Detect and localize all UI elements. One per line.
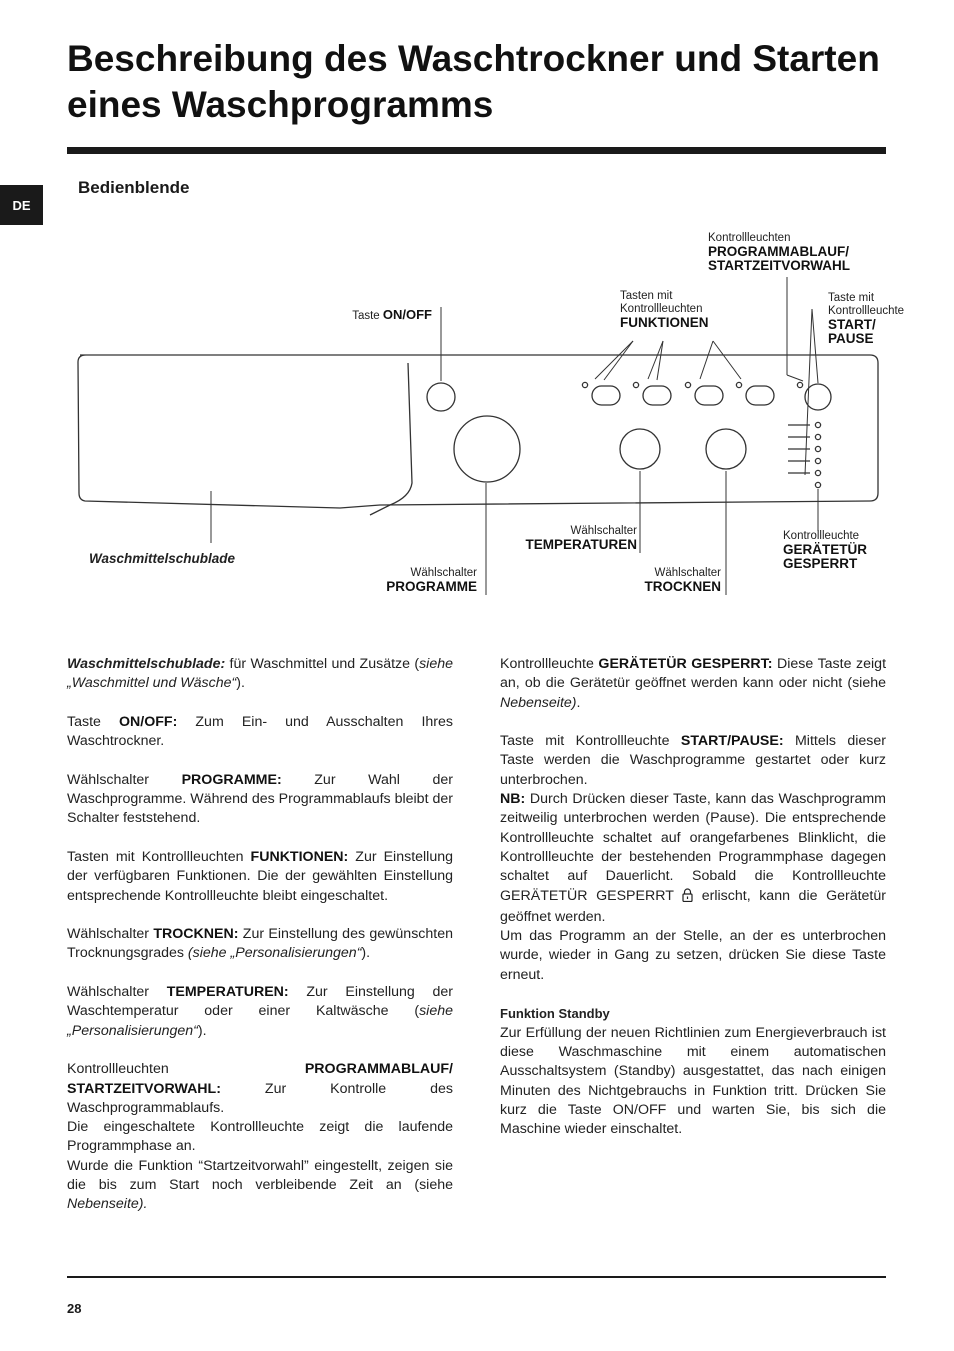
program-knob	[454, 416, 520, 482]
onoff-button	[427, 383, 455, 411]
paragraph-temperaturen: Wählschalter TEMPERATUREN: Zur Einstellung der Waschtemperatur oder einer Kaltwäsche (siehe „Personalisierungen“).	[67, 984, 453, 1039]
waschmittelschublade-label: Waschmittelschublade	[89, 551, 236, 566]
paragraph-startzeitvorwahl: Wurde die Funktion “Startzeitvorwahl” eingestellt, zeigen sie die bis zum Start noch verbleibende Zeit an (siehe Nebenseite).	[67, 1157, 453, 1213]
start-pause-label: Taste mit Kontrollleuchte START/ PAUSE	[828, 292, 905, 346]
drawer-edge	[370, 363, 412, 515]
temperaturen-label: Wählschalter TEMPERATUREN	[525, 525, 637, 552]
paragraph-trocknen: Wählschalter TROCKNEN: Zur Einstellung des gewünschten Trocknungsgrades (siehe „Personalisierungen“).	[67, 926, 453, 962]
paragraph-nb: NB: Durch Drücken dieser Taste, kann das Waschprogramm zeitweilig unterbrochen werden (Pause). Die entsprechende Kontrollleuchte schaltet auf orangefarbenes Blinklicht, die Kontrollleuchte der bestehenden Programmphase dagegen schaltet auf Dauerlicht. Sobald die Kontrollleuchte GERÄTETÜR GESPERRT erlischt, kann die Gerätetür geöffnet werden.	[500, 791, 886, 925]
paragraph-waschmittelschublade: Waschmittelschublade: für Waschmittel und Zusätze (siehe „Waschmittel und Wäsche“).	[67, 656, 453, 692]
left-column	[67, 655, 453, 1215]
title-rule	[67, 147, 886, 154]
funktionen-label: Tasten mit Kontrollleuchten FUNKTIONEN	[620, 290, 709, 330]
paragraph-onoff: Taste ON/OFF: Zum Ein- und Ausschalten Ihres Waschtrockner.	[67, 713, 453, 750]
right-column	[500, 655, 886, 1139]
dry-knob	[706, 429, 746, 469]
lock-icon	[682, 888, 693, 908]
onoff-label: Taste ON/OFF	[352, 307, 432, 322]
geraetetuer-label: Kontrollleuchte GERÄTETÜR GESPERRT	[783, 530, 867, 571]
paragraph-geraetetuer: Kontrollleuchte GERÄTETÜR GESPERRT: Diese Taste zeigt an, ob die Gerätetür geöffnet werden kann oder nicht (siehe Nebenseite).	[500, 656, 887, 711]
standby-heading: Funktion Standby	[500, 1006, 610, 1022]
paragraph-programmphase: Die eingeschaltete Kontrollleuchte zeigt die laufende Programmphase an.	[67, 1119, 453, 1155]
temperature-knob	[620, 429, 660, 469]
footer-rule	[67, 1276, 886, 1278]
control-panel-diagram	[0, 225, 954, 605]
function-button-1	[592, 386, 620, 405]
paragraph-start-pause: Taste mit Kontrollleuchte START/PAUSE: Mittels dieser Taste werden die Waschprogramme gestartet oder kurz unterbrochen.	[500, 733, 887, 788]
paragraph-programmablauf: Kontrollleuchten PROGRAMMABLAUF/ STARTZEITVORWAHL: Zur Kontrolle des Waschprogrammablaufs.	[67, 1061, 453, 1116]
language-tab: DE	[0, 185, 43, 225]
function-button-4	[746, 386, 774, 405]
paragraph-resume: Um das Programm an der Stelle, an der es unterbrochen wurde, wieder in Gang zu setzen, drücken Sie diese Taste erneut.	[500, 928, 886, 983]
section-title: Bedienblende	[78, 178, 190, 197]
programme-label: Wählschalter PROGRAMME	[386, 567, 477, 594]
function-button-3	[695, 386, 723, 405]
function-button-2	[643, 386, 671, 405]
paragraph-funktionen: Tasten mit Kontrollleuchten FUNKTIONEN: Zur Einstellung der verfügbaren Funktionen. Die der gewählten Einstellung entsprechende Kontrollleuchte bleibt eingeschaltet.	[67, 848, 453, 904]
trocknen-label: Wählschalter TROCKNEN	[644, 567, 721, 594]
paragraph-programme: Wählschalter PROGRAMME: Zur Wahl der Waschprogramme. Während des Programmablaufs bleibt der Schalter feststehend.	[67, 771, 453, 827]
page-title: Beschreibung des Waschtrockner und Starten eines Waschprogramms	[67, 38, 880, 125]
page-number: 28	[67, 1301, 82, 1316]
paragraph-standby: Zur Erfüllung der neuen Richtlinien zum Energieverbrauch ist diese Waschmaschine mit einem automatischen Ausschaltsystem (Standby) ausgestattet, das nach einigen Minuten des Nichtgebrauchs in Funktion tritt. Drücken Sie kurz die Taste ON/OFF und warten Sie, bis sich die Maschine wieder einschaltet.	[500, 1024, 886, 1138]
panel-outline	[78, 355, 878, 508]
programmablauf-label: Kontrollleuchten PROGRAMMABLAUF/ STARTZEITVORWAHL	[708, 232, 850, 273]
